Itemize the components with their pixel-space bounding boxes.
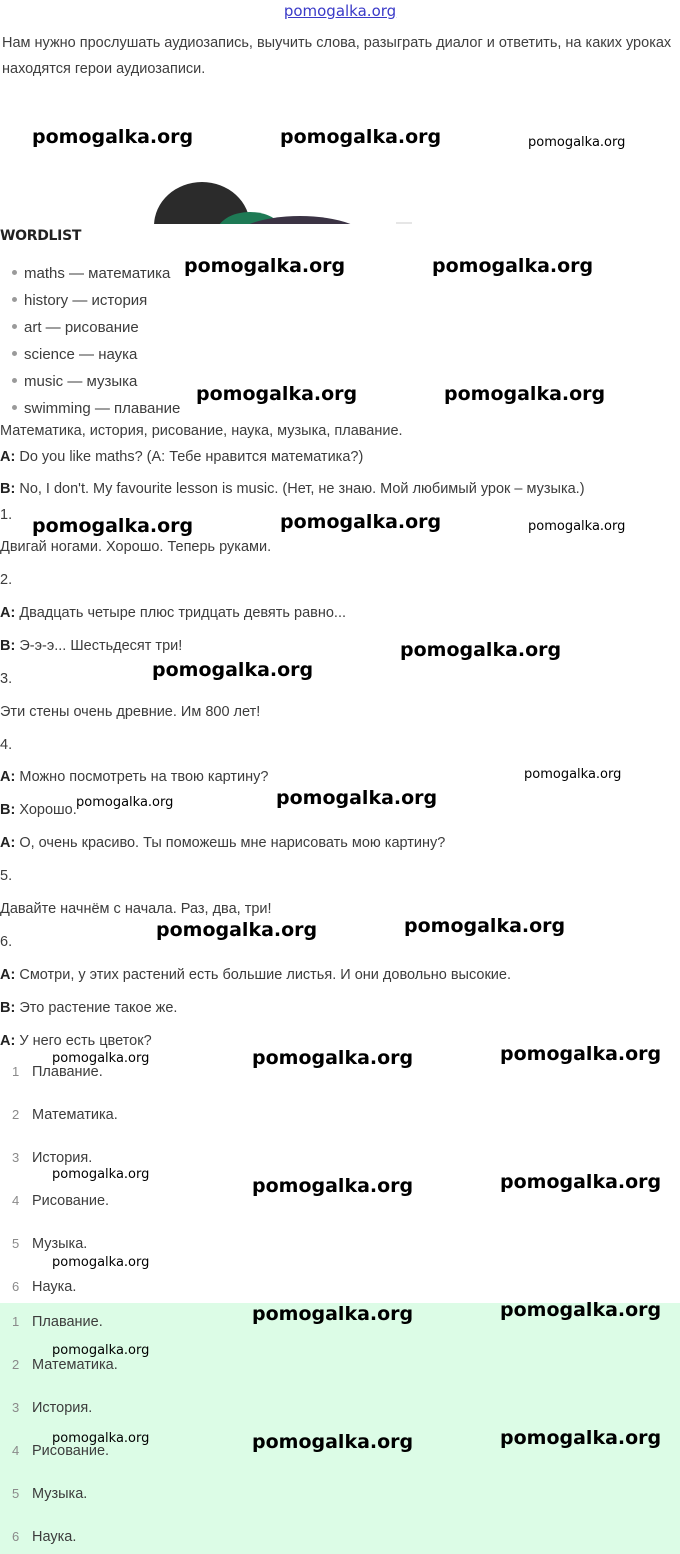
dialog-line: A: Do you like maths? (А: Тебе нравится математика?): [0, 449, 364, 465]
answer-item-highlighted: 2 Математика.: [12, 1357, 118, 1373]
watermark: pomogalka.org: [432, 255, 594, 277]
dialog-line: Давайте начнём с начала. Раз, два, три!: [0, 901, 272, 917]
watermark: pomogalka.org: [252, 1175, 414, 1197]
wordlist-text: art — рисование: [24, 319, 139, 336]
wordlist-text: science — наука: [24, 346, 138, 363]
dialog-number: 6.: [0, 934, 13, 950]
watermark: pomogalka.org: [76, 795, 174, 810]
wordlist-text: swimming — плавание: [24, 400, 181, 417]
answer-item-highlighted: 5 Музыка.: [12, 1486, 88, 1502]
watermark: pomogalka.org: [528, 135, 626, 150]
dialog-line: B: Э-э-э... Шестьдесят три!: [0, 638, 183, 654]
translation-line: Математика, история, рисование, наука, музыка, плавание.: [0, 423, 403, 439]
wordlist-item: [12, 346, 137, 363]
answer-item-highlighted: 4 Рисование.: [12, 1443, 110, 1459]
wordlist-item: [12, 319, 139, 336]
watermark: pomogalka.org: [156, 919, 318, 941]
bullet-icon: [12, 351, 17, 356]
watermark: pomogalka.org: [404, 915, 566, 937]
dialog-number: 1.: [0, 507, 13, 523]
dialog-number: 2.: [0, 572, 13, 588]
wordlist-item: [12, 292, 147, 309]
answer-item-highlighted: 6 Наука.: [12, 1529, 77, 1545]
dialog-number: 4.: [0, 737, 13, 753]
dialog-line: A: Двадцать четыре плюс тридцать девять равно...: [0, 605, 346, 621]
site-link[interactable]: pomogalka.org: [283, 2, 397, 20]
answer-item: 1 Плавание.: [12, 1064, 103, 1080]
watermark: pomogalka.org: [252, 1047, 414, 1069]
wordlist-text: music — музыка: [24, 373, 138, 390]
dialog-line: B: No, I don't. My favourite lesson is music. (Нет, не знаю. Мой любимый урок – музыка.): [0, 481, 585, 497]
watermark: pomogalka.org: [500, 1171, 662, 1193]
answer-item: 5 Музыка.: [12, 1236, 88, 1252]
bullet-icon: [12, 405, 17, 410]
wordlist-text: history — история: [24, 292, 148, 309]
illustration: [150, 178, 420, 224]
dialog-line: B: Хорошо.: [0, 802, 77, 818]
wordlist-title: WORDLIST: [0, 228, 82, 244]
watermark: pomogalka.org: [500, 1427, 662, 1449]
dialog-line: Двигай ногами. Хорошо. Теперь руками.: [0, 539, 272, 555]
dialog-number: 3.: [0, 671, 13, 687]
bullet-icon: [12, 270, 17, 275]
watermark: pomogalka.org: [252, 1303, 414, 1325]
watermark: pomogalka.org: [152, 659, 314, 681]
bullet-icon: [12, 378, 17, 383]
watermark: pomogalka.org: [400, 639, 562, 661]
watermark: pomogalka.org: [52, 1431, 150, 1446]
watermark: pomogalka.org: [280, 126, 442, 148]
watermark: pomogalka.org: [276, 787, 438, 809]
watermark: pomogalka.org: [500, 1299, 662, 1321]
bullet-icon: [12, 297, 17, 302]
bullet-icon: [12, 324, 17, 329]
wordlist-item: [12, 265, 170, 282]
answer-item-highlighted: 1 Плавание.: [12, 1314, 103, 1330]
watermark: pomogalka.org: [252, 1431, 414, 1453]
watermark: pomogalka.org: [524, 767, 622, 782]
watermark: pomogalka.org: [184, 255, 346, 277]
intro-paragraph: Нам нужно прослушать аудиозапись, выучить слова, разыграть диалог и ответить, на каких уроках находятся герои аудиозаписи.: [2, 35, 672, 77]
dialog-line: A: О, очень красиво. Ты поможешь мне нарисовать мою картину?: [0, 835, 446, 851]
answer-item: 2 Математика.: [12, 1107, 118, 1123]
watermark: pomogalka.org: [52, 1051, 150, 1066]
wordlist-text: maths — математика: [24, 265, 171, 282]
answer-item: 3 История.: [12, 1150, 93, 1166]
dialog-line: A: У него есть цветок?: [0, 1033, 152, 1049]
watermark: pomogalka.org: [32, 515, 194, 537]
dialog-line: B: Это растение такое же.: [0, 1000, 178, 1016]
watermark: pomogalka.org: [52, 1343, 150, 1358]
wordlist-item: [12, 373, 137, 390]
dialog-line: A: Можно посмотреть на твою картину?: [0, 769, 269, 785]
watermark: pomogalka.org: [280, 511, 442, 533]
wordlist-item: [12, 400, 180, 417]
dialog-line: A: Смотри, у этих растений есть большие листья. И они довольно высокие.: [0, 967, 511, 983]
watermark: pomogalka.org: [500, 1043, 662, 1065]
answer-item: 4 Рисование.: [12, 1193, 110, 1209]
watermark: pomogalka.org: [196, 383, 358, 405]
watermark: pomogalka.org: [444, 383, 606, 405]
watermark: pomogalka.org: [32, 126, 194, 148]
answer-item-highlighted: 3 История.: [12, 1400, 93, 1416]
dialog-number: 5.: [0, 868, 13, 884]
watermark: pomogalka.org: [528, 519, 626, 534]
watermark: pomogalka.org: [52, 1255, 150, 1270]
dialog-line: Эти стены очень древние. Им 800 лет!: [0, 704, 261, 720]
watermark: pomogalka.org: [52, 1167, 150, 1182]
answer-item: 6 Наука.: [12, 1279, 77, 1295]
